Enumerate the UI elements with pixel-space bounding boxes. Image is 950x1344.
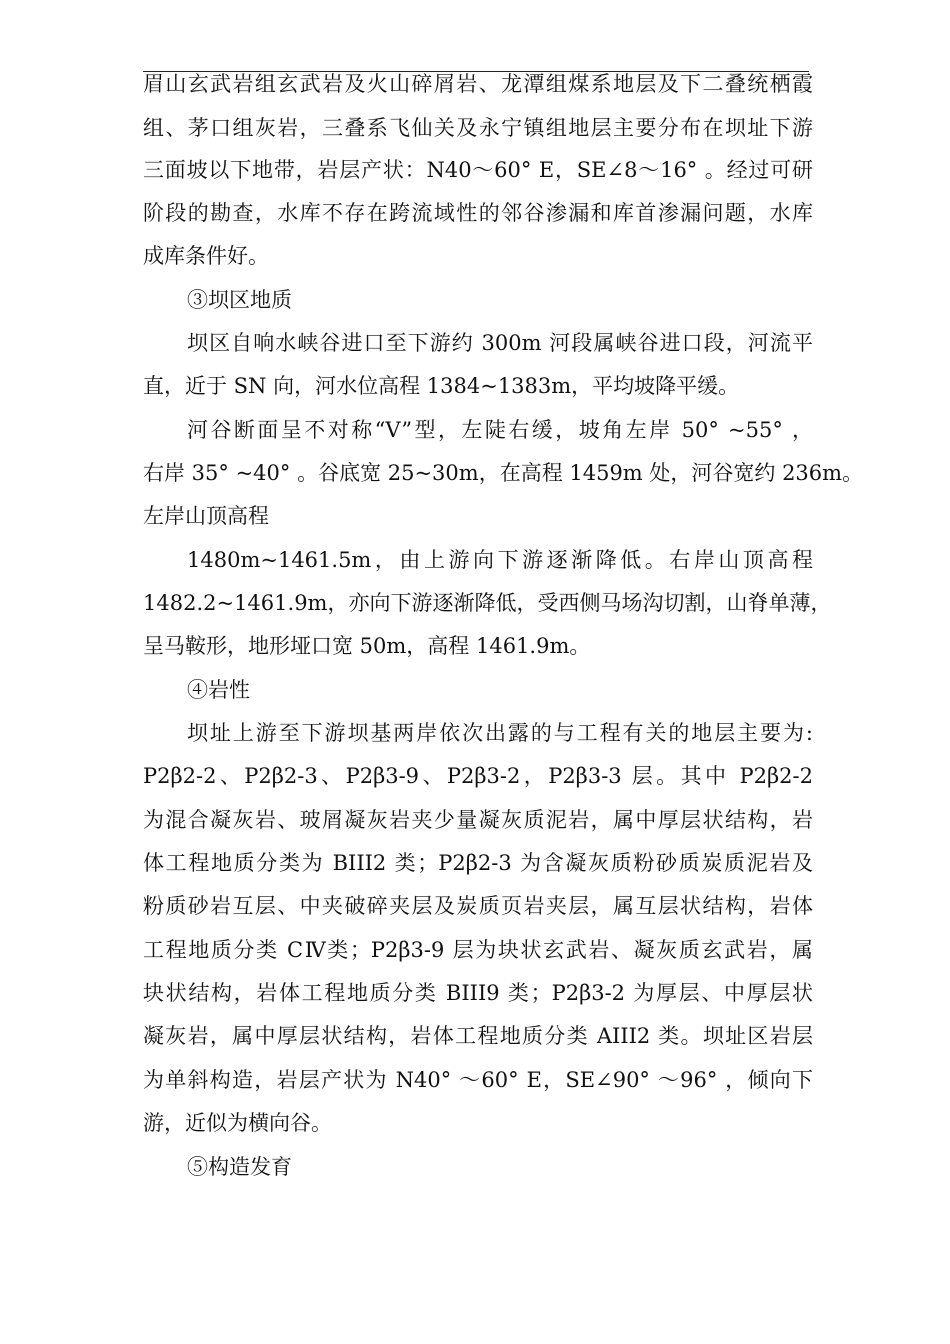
para-5-line-7: 块状结构，岩体工程地质分类 BIII9 类；P2β3-2 为厚层、中厚层状: [143, 981, 813, 1005]
para-5-line-2: P2β2-2、P2β2-3、P2β3-9、P2β3-2，P2β3-3 层。其中 P2β2-2: [143, 764, 813, 788]
section-heading-lithology: ④岩性: [187, 678, 250, 702]
para-5-line-6: 工程地质分类 CⅣ类；P2β3-9 层为块状玄武岩、凝灰质玄武岩，属: [143, 938, 813, 962]
para-5-line-10: 游，近似为横向谷。: [143, 1111, 332, 1135]
para-5-line-3: 为混合凝灰岩、玻屑凝灰岩夹少量凝灰质泥岩，属中厚层状结构，岩: [143, 808, 813, 832]
para-5-line-5: 粉质砂岩互层、中夹破碎夹层及炭质页岩夹层，属互层状结构，岩体: [143, 894, 813, 918]
para-5-line-1: 坝址上游至下游坝基两岸依次出露的与工程有关的地层主要为:: [187, 721, 813, 745]
para-3-line-2: 右岸 35° ~40° 。谷底宽 25~30m，在高程 1459m 处，河谷宽约 236m。: [143, 461, 864, 485]
para-1-line-2: 组、茅口组灰岩，三叠系飞仙关及永宁镇组地层主要分布在坝址下游: [143, 116, 813, 140]
para-3-line-3: 左岸山顶高程: [143, 504, 269, 528]
para-3-line-1: 河谷断面呈不对称“V”型，左陡右缓，坡角左岸 50° ~55° ，: [187, 418, 813, 442]
para-1-line-5: 成库条件好。: [143, 244, 269, 268]
para-1-line-3: 三面坡以下地带，岩层产状：N40～60° E，SE∠8～16° 。经过可研: [143, 158, 814, 182]
para-5-line-8: 凝灰岩，属中厚层状结构，岩体工程地质分类 AIII2 类。坝址区岩层: [143, 1024, 813, 1048]
para-5-line-4: 体工程地质分类为 BIII2 类；P2β2-3 为含凝灰质粉砂质炭质泥岩及: [143, 851, 813, 875]
para-4-line-2: 1482.2~1461.9m，亦向下游逐渐降低，受西侧马场沟切割，山脊单薄，: [143, 591, 832, 615]
para-2-line-1: 坝区自响水峡谷进口至下游约 300m 河段属峡谷进口段，河流平: [187, 331, 813, 355]
para-4-line-3: 呈马鞍形，地形垭口宽 50m，高程 1461.9m。: [143, 634, 591, 658]
para-2-line-2: 直，近于 SN 向，河水位高程 1384~1383m，平均坡降平缓。: [143, 374, 740, 398]
para-4-line-1: 1480m~1461.5m，由上游向下游逐渐降低。右岸山顶高程: [187, 548, 813, 572]
para-1-line-4: 阶段的勘查，水库不存在跨流域性的邻谷渗漏和库首渗漏问题，水库: [143, 201, 813, 225]
para-5-line-9: 为单斜构造，岩层产状为 N40° ～60° E，SE∠90° ～96° ，倾向下: [143, 1068, 813, 1092]
section-heading-structure: ⑤构造发育: [187, 1155, 292, 1179]
para-1-line-1: 眉山玄武岩组玄武岩及火山碎屑岩、龙潭组煤系地层及下二叠统栖霞: [143, 72, 813, 96]
section-heading-dam-geology: ③坝区地质: [187, 288, 292, 312]
